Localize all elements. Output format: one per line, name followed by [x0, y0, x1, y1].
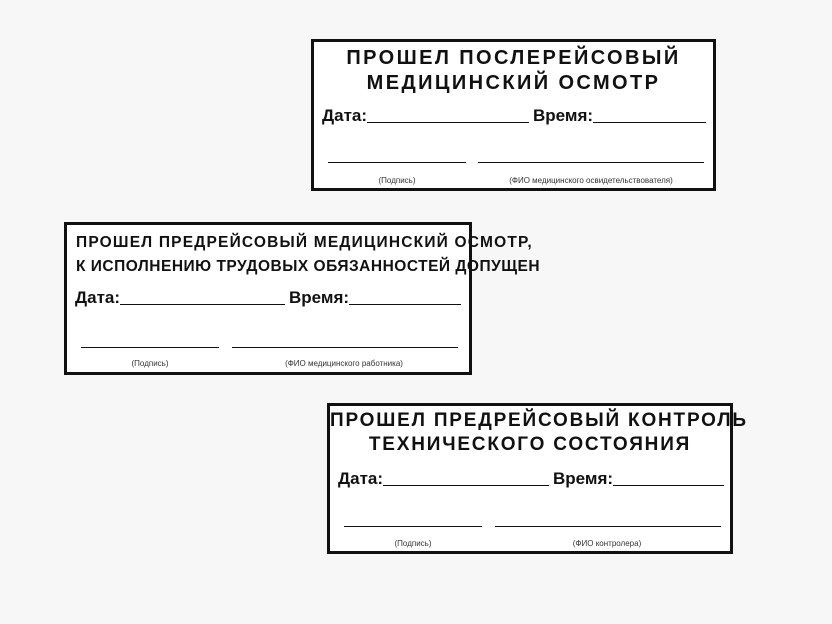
- signature-line: [344, 526, 482, 527]
- signature-line: [81, 347, 219, 348]
- signature-line: [328, 162, 466, 163]
- date-field-line: [367, 121, 529, 123]
- date-time-row: [75, 288, 461, 308]
- title-line: МЕДИЦИНСКИЙ ОСМОТР: [366, 72, 661, 94]
- date-field-line: [383, 484, 549, 486]
- signature-caption: (Подпись): [378, 176, 416, 185]
- signature-caption: (Подпись): [131, 359, 169, 368]
- name-line: [495, 526, 721, 527]
- title-line: ТЕХНИЧЕСКОГО СОСТОЯНИЯ: [368, 434, 692, 455]
- time-field-line: [593, 121, 706, 123]
- signature-caption: (Подпись): [394, 539, 432, 548]
- date-time-row: [338, 469, 724, 489]
- time-field-line: [349, 303, 461, 305]
- stamp-post-trip-medical: [311, 39, 716, 191]
- title-line: ПРОШЕЛ ПРЕДРЕЙСОВЫЙ МЕДИЦИНСКИЙ ОСМОТР,: [76, 234, 533, 251]
- time-field-line: [613, 484, 724, 486]
- stamp-title: [314, 46, 713, 96]
- title-line: ПРОШЕЛ ПОСЛЕРЕЙСОВЫЙ: [346, 47, 681, 69]
- time-label: Время:: [533, 106, 594, 125]
- name-caption: (ФИО медицинского работника): [285, 359, 403, 368]
- stamp-title: [67, 231, 541, 279]
- stamp-pre-trip-medical: [64, 222, 541, 375]
- date-time-row: [322, 106, 706, 126]
- time-label: Время:: [289, 288, 350, 307]
- name-caption: (ФИО медицинского освидетельствователя): [509, 176, 673, 185]
- title-line: ПРОШЕЛ ПРЕДРЕЙСОВЫЙ КОНТРОЛЬ: [330, 410, 748, 431]
- title-line: К ИСПОЛНЕНИЮ ТРУДОВЫХ ОБЯЗАННОСТЕЙ ДОПУЩЕН: [76, 258, 541, 275]
- stamp-pre-trip-technical: [327, 403, 748, 554]
- name-caption: (ФИО контролера): [572, 539, 642, 548]
- name-line: [478, 162, 704, 163]
- time-label: Время:: [553, 469, 614, 488]
- date-field-line: [120, 303, 285, 305]
- date-label: Дата:: [322, 106, 368, 125]
- name-line: [232, 347, 458, 348]
- date-label: Дата:: [75, 288, 121, 307]
- date-label: Дата:: [338, 469, 384, 488]
- stamp-title: [330, 409, 748, 457]
